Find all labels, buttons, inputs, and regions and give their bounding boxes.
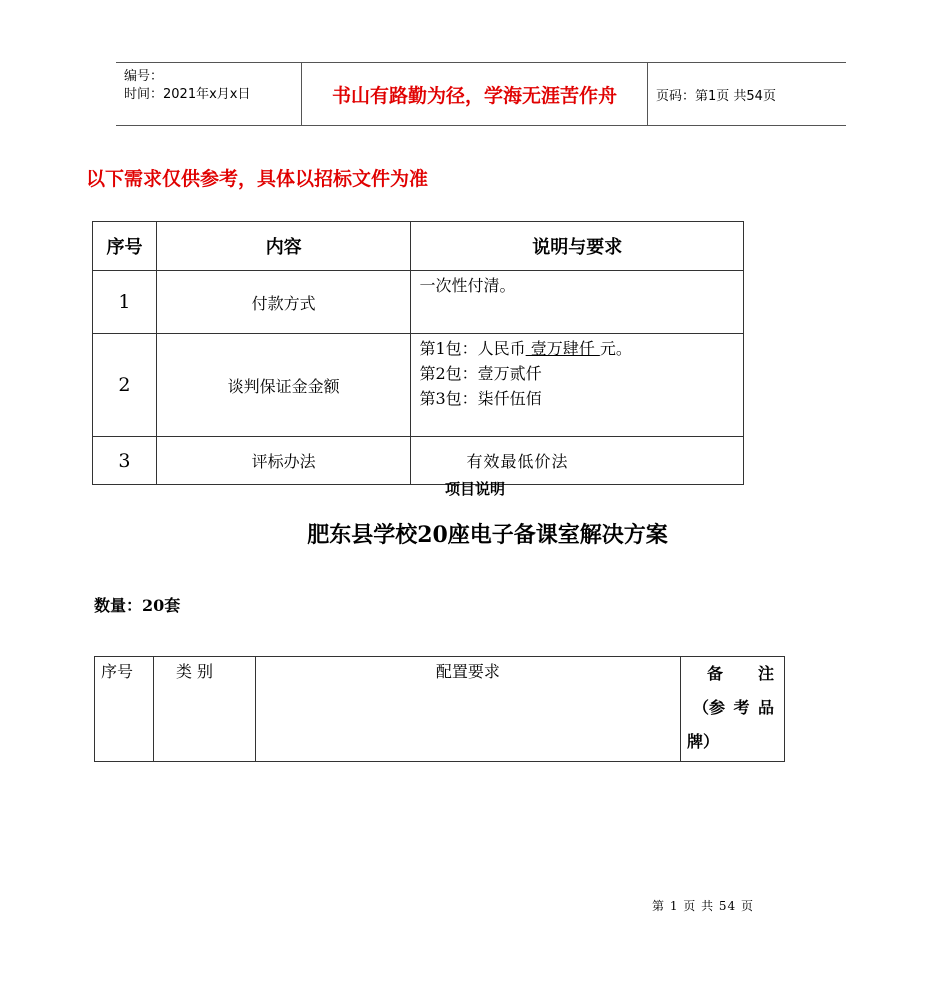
row-desc [411,334,744,437]
remark-char: 考 [733,698,750,717]
reference-notice: 以下需求仅供参考，具体以招标文件为准 [86,168,429,190]
col-config: 配置要求 [255,657,680,762]
section-label: 项目说明 [444,480,505,498]
remark-line-3: 牌） [687,732,720,751]
table-row [93,271,744,334]
header-info-cell [116,63,302,125]
row-content: 评标办法 [156,437,411,485]
remark-char: （参 [693,698,726,717]
document-header [116,62,846,126]
col-category: 类 别 [153,657,255,762]
header-content: 内容 [156,222,411,271]
configuration-table [94,656,785,762]
header-page-info: 页码：第1页 共54页 [656,88,776,104]
date-label: 时间：2021年x月x日 [124,87,251,102]
deposit-amount: 壹万肆仟 [525,339,600,358]
col-no: 序号 [95,657,154,762]
remark-char: 品 [757,698,774,717]
remark-char: 备 [707,664,724,683]
deposit-line-1-suffix: 元。 [599,339,632,358]
col-remark [681,657,785,762]
row-desc: 有效最低价法 [411,437,744,485]
requirements-table [92,221,744,485]
row-no: 2 [93,334,157,437]
remark-line-1 [687,657,778,691]
page-footer: 第 1 页 共 54 页 [652,899,754,913]
remark-char: 注 [757,664,774,683]
deposit-line-1-prefix: 第1包：人民币 [419,339,526,358]
row-no: 1 [93,271,157,334]
table-header-row [95,657,785,762]
quantity-label: 数量：20套 [94,596,181,615]
table-row [93,334,744,437]
row-content: 付款方式 [156,271,411,334]
page-title: 肥东县学校20座电子备课室解决方案 [307,522,668,548]
header-motto: 书山有路勤为径，学海无涯苦作舟 [302,63,648,125]
remark-line-2 [687,691,778,725]
deposit-line-3: 第3包：柒仟伍佰 [419,389,542,408]
deposit-line-2: 第2包：壹万贰仟 [419,364,542,383]
row-desc: 一次性付清。 [411,271,744,334]
row-content: 谈判保证金金额 [156,334,411,437]
header-desc: 说明与要求 [411,222,744,271]
number-label: 编号： [124,69,164,84]
row-no: 3 [93,437,157,485]
table-header-row [93,222,744,271]
deposit-line-1 [419,336,735,361]
header-no: 序号 [93,222,157,271]
